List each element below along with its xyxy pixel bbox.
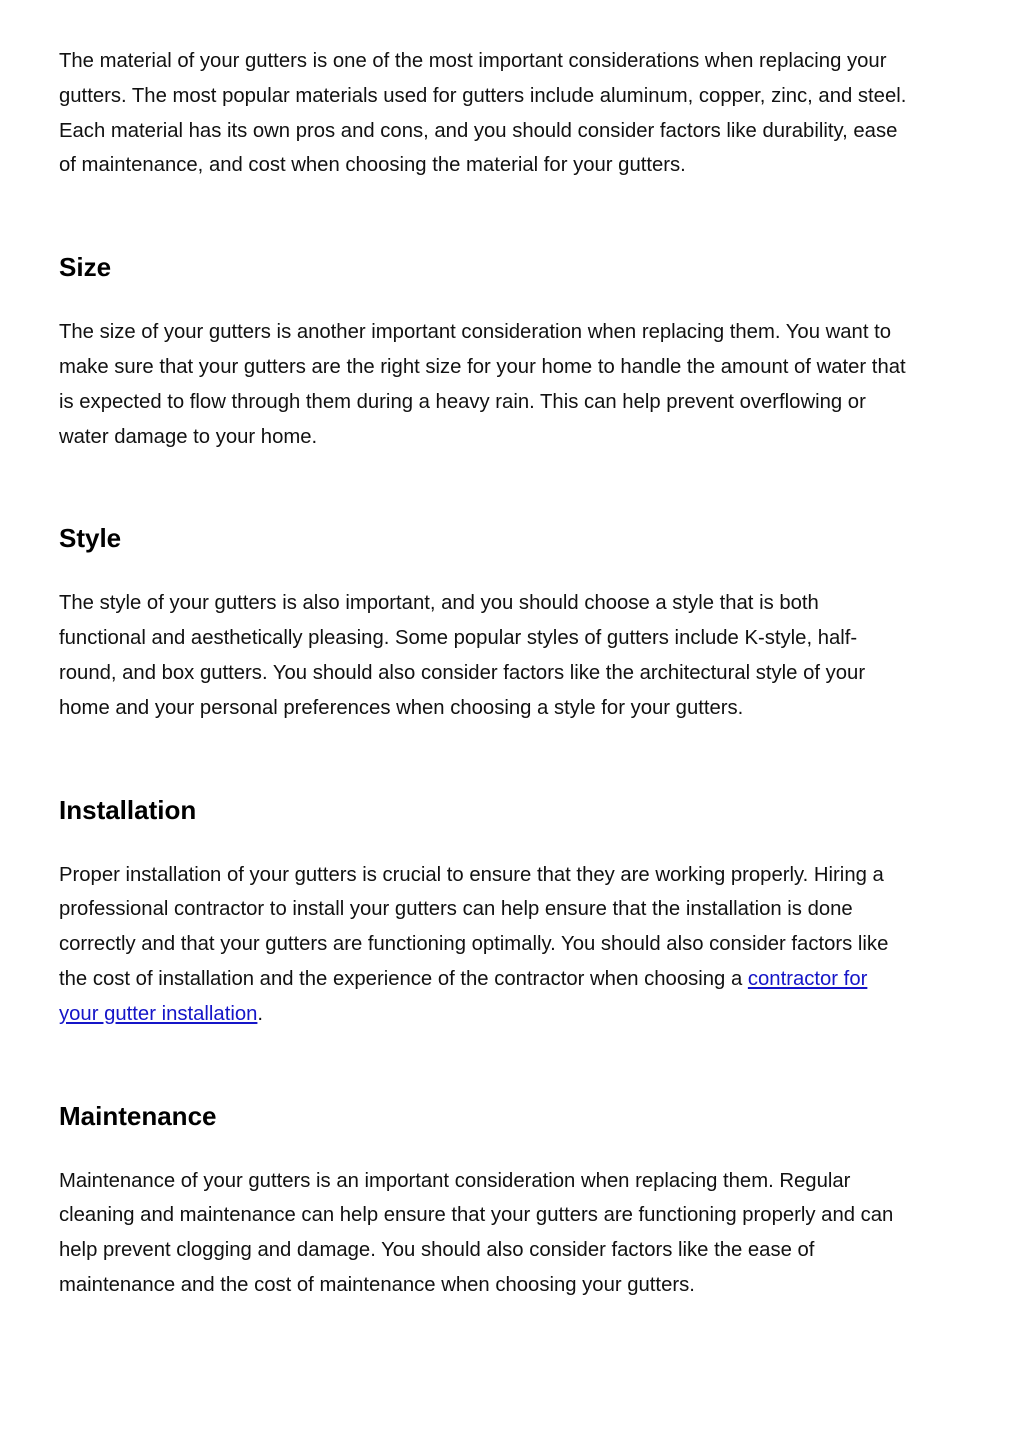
document-page	[59, 44, 971, 1303]
paragraph-line	[59, 962, 971, 997]
paragraph-line: Maintenance of your gutters is an important consideration when replacing them. Regular	[59, 1169, 851, 1192]
contractor-link[interactable]: contractor for	[747, 967, 868, 990]
paragraph-text: the cost of installation and the experience of the contractor when choosing a	[59, 967, 748, 990]
paragraph-line: professional contractor to install your gutters can help ensure that the installation is done	[59, 898, 853, 921]
paragraph-line	[59, 997, 971, 1032]
paragraph-line: The material of your gutters is one of the most important considerations when replacing your	[59, 50, 887, 72]
intro-paragraph	[59, 44, 971, 183]
size-heading: Size	[59, 252, 112, 283]
paragraph-line: water damage to your home.	[59, 425, 318, 448]
size-paragraph	[59, 315, 971, 454]
paragraph-line: make sure that your gutters are the right size for your home to handle the amount of water that	[59, 355, 906, 378]
paragraph-line: of maintenance, and cost when choosing the material for your gutters.	[59, 154, 686, 177]
paragraph-line: round, and box gutters. You should also consider factors like the architectural style of your	[59, 661, 866, 684]
paragraph-line: Proper installation of your gutters is crucial to ensure that they are working properly. Hiring a	[59, 863, 884, 886]
paragraph-line: functional and aesthetically pleasing. Some popular styles of gutters include K-style, half-	[59, 627, 858, 650]
paragraph-line: gutters. The most popular materials used for gutters include aluminum, copper, zinc, and steel.	[59, 84, 907, 107]
paragraph-line: maintenance and the cost of maintenance when choosing your gutters.	[59, 1273, 695, 1296]
style-paragraph	[59, 586, 971, 725]
paragraph-text: .	[257, 1002, 264, 1025]
paragraph-line: The style of your gutters is also important, and you should choose a style that is both	[59, 592, 819, 615]
paragraph-line: Each material has its own pros and cons, and you should consider factors like durability, ease	[59, 119, 898, 142]
paragraph-line: home and your personal preferences when choosing a style for your gutters.	[59, 696, 744, 719]
installation-heading: Installation	[59, 794, 197, 825]
paragraph-line: cleaning and maintenance can help ensure that your gutters are functioning properly and can	[59, 1204, 894, 1227]
paragraph-line: The size of your gutters is another important consideration when replacing them. You want to	[59, 321, 892, 344]
style-heading: Style	[59, 523, 122, 554]
maintenance-paragraph	[59, 1164, 971, 1303]
paragraph-line: correctly and that your gutters are functioning optimally. You should also consider factors like	[59, 933, 889, 956]
paragraph-line: help prevent clogging and damage. You should also consider factors like the ease of	[59, 1239, 815, 1262]
contractor-link-continued[interactable]: your gutter installation	[59, 1002, 258, 1025]
paragraph-line: is expected to flow through them during a heavy rain. This can help prevent overflowing or	[59, 390, 866, 413]
installation-paragraph	[59, 858, 971, 1032]
maintenance-heading: Maintenance	[59, 1100, 217, 1131]
